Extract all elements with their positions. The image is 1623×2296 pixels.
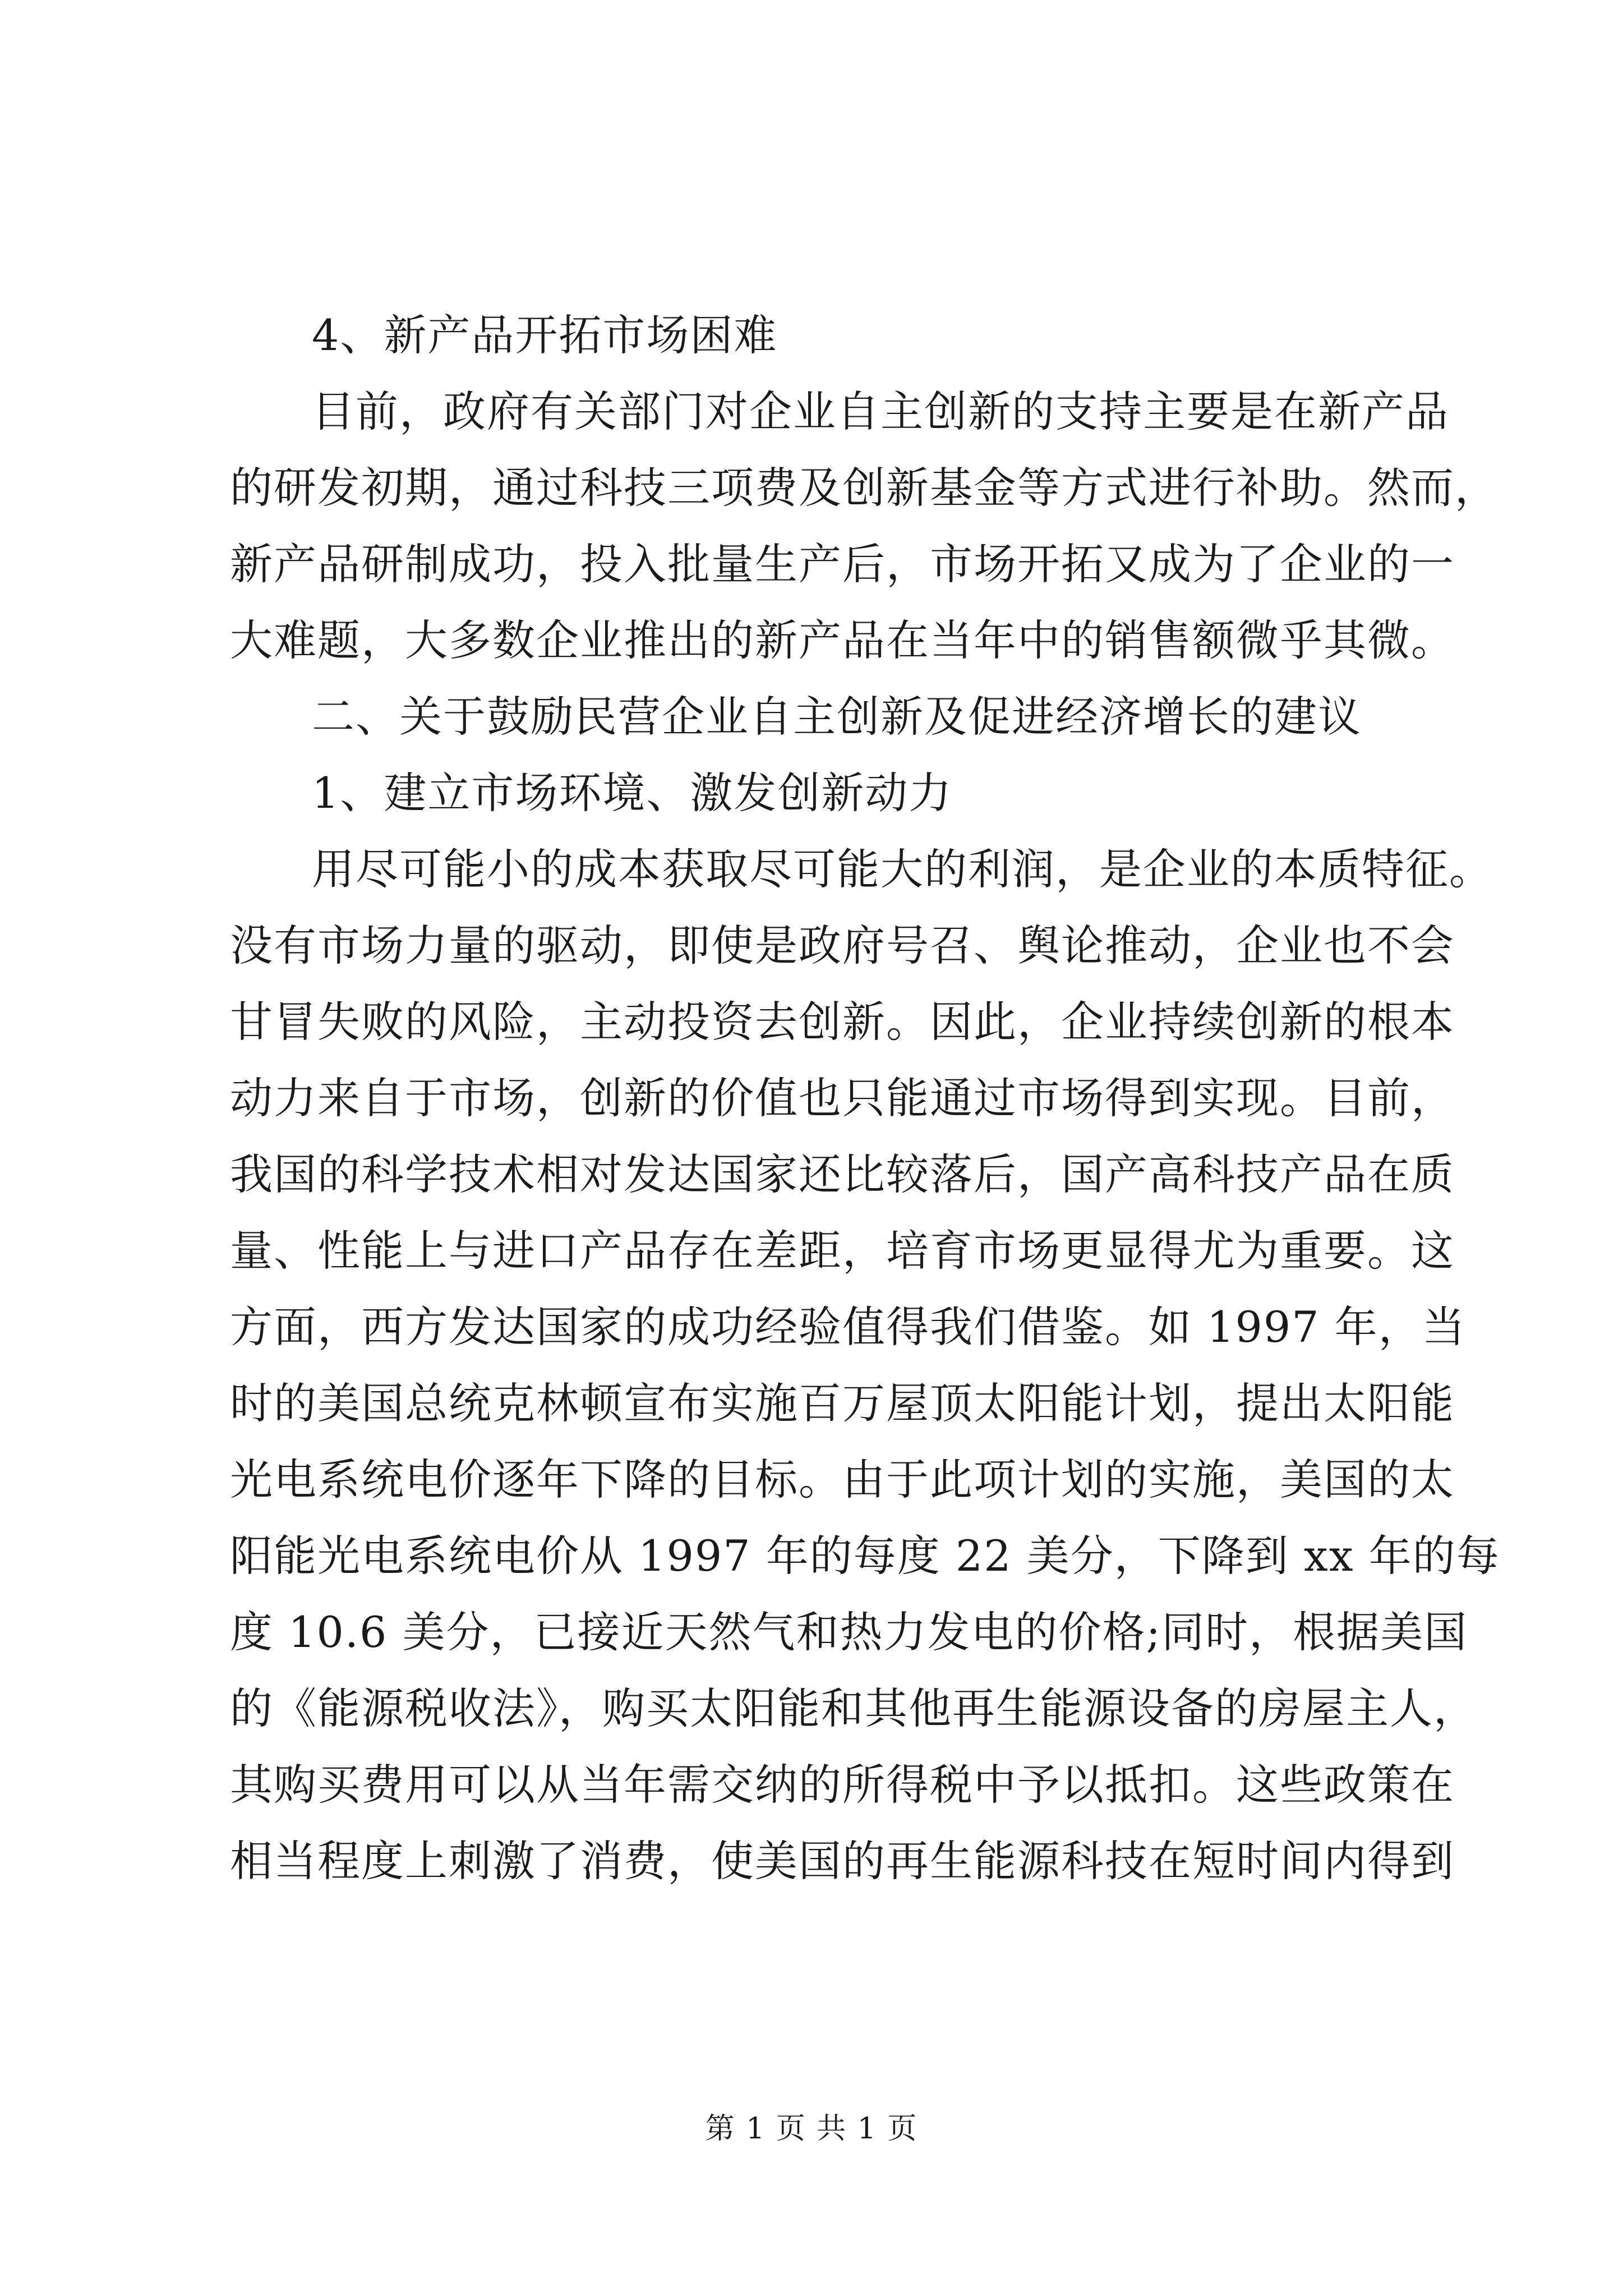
paragraph-line: 没有市场力量的驱动，即使是政府号召、舆论推动，企业也不会 [230, 921, 1455, 970]
paragraph-line: 的研发初期，通过科技三项费及创新基金等方式进行补助。然而， [230, 463, 1498, 513]
paragraph-line: 其购买费用可以从当年需交纳的所得税中予以抵扣。这些政策在 [230, 1760, 1455, 1810]
paragraph-line: 新产品研制成功，投入批量生产后，市场开拓又成为了企业的一 [230, 539, 1455, 589]
section-heading-suggestions: 二、关于鼓励民营企业自主创新及促进经济增长的建议 [312, 692, 1362, 742]
paragraph-line: 甘冒失败的风险，主动投资去创新。因此，企业持续创新的根本 [230, 997, 1455, 1047]
paragraph-line: 我国的科学技术相对发达国家还比较落后，国产高科技产品在质 [230, 1149, 1455, 1199]
paragraph-line: 方面，西方发达国家的成功经验值得我们借鉴。如 1997 年，当 [230, 1302, 1466, 1352]
paragraph-line: 动力来自于市场，创新的价值也只能通过市场得到实现。目前， [230, 1073, 1455, 1123]
paragraph-line: 度 10.6 美分，已接近天然气和热力发电的价格;同时，根据美国 [230, 1607, 1468, 1657]
paragraph-line: 时的美国总统克林顿宣布实施百万屋顶太阳能计划，提出太阳能 [230, 1378, 1455, 1428]
page-number-footer: 第 1 页 共 1 页 [705, 2112, 918, 2146]
subheading-new-product-market: 4、新产品开拓市场困难 [312, 310, 778, 360]
paragraph-line: 大难题，大多数企业推出的新产品在当年中的销售额微乎其微。 [230, 615, 1455, 665]
paragraph-line: 光电系统电价逐年下降的目标。由于此项计划的实施，美国的太 [230, 1455, 1455, 1504]
paragraph-line: 用尽可能小的成本获取尽可能大的利润，是企业的本质特征。 [312, 844, 1493, 894]
paragraph-line: 目前，政府有关部门对企业自主创新的支持主要是在新产品 [312, 386, 1449, 436]
paragraph-line: 量、性能上与进口产品存在差距，培育市场更显得尤为重要。这 [230, 1226, 1455, 1276]
paragraph-line: 相当程度上刺激了消费，使美国的再生能源科技在短时间内得到 [230, 1836, 1455, 1886]
document-body [230, 297, 1500, 1899]
paragraph-line: 阳能光电系统电价从 1997 年的每度 22 美分，下降到 xx 年的每 [230, 1531, 1500, 1581]
paragraph-line: 的《能源税收法》，购买太阳能和其他再生能源设备的房屋主人， [230, 1683, 1477, 1733]
subheading-market-environment: 1、建立市场环境、激发创新动力 [312, 768, 953, 818]
